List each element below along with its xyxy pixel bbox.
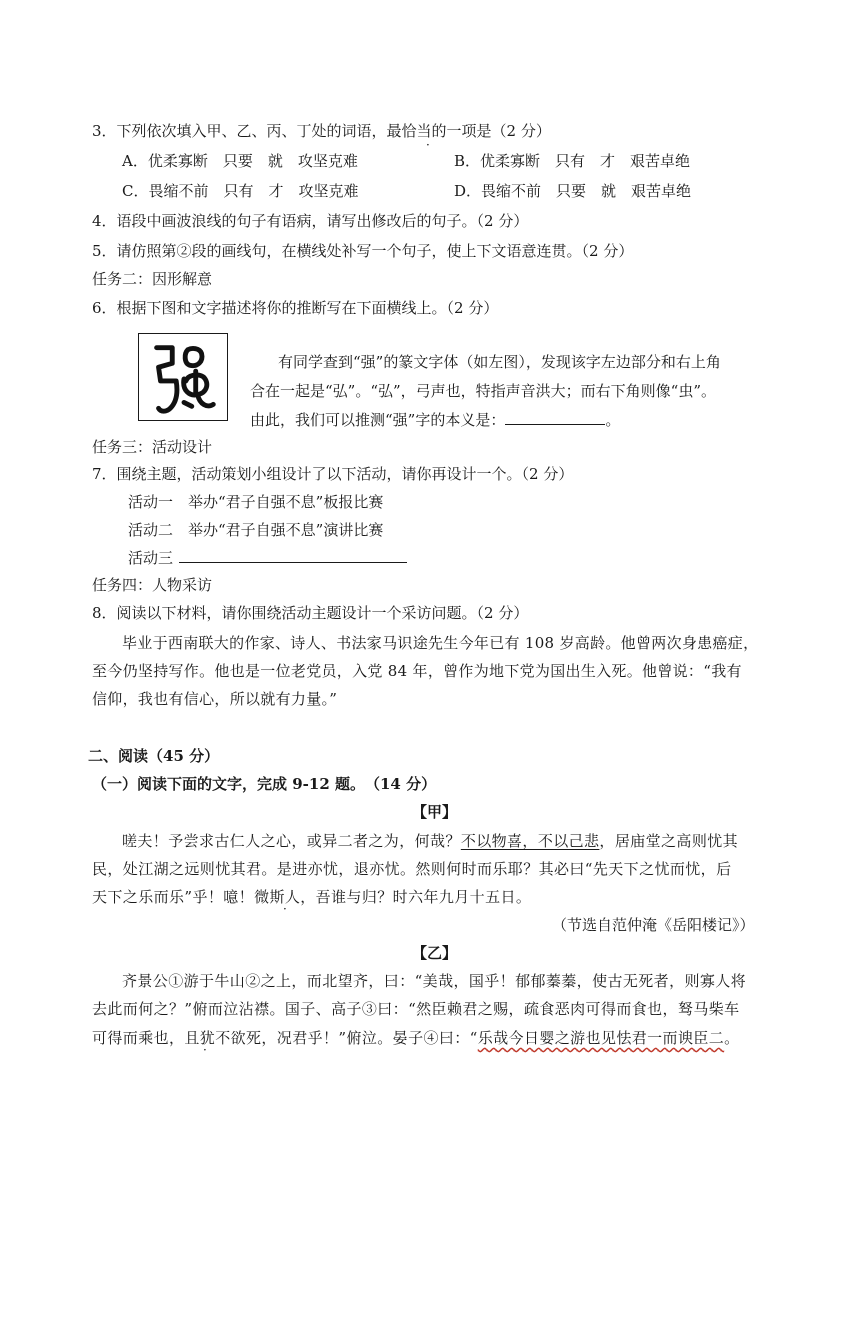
- yi-line3-b: 。: [724, 1029, 740, 1047]
- passage-yi-label: 【乙】: [412, 944, 458, 962]
- q6-description-line2: 合在一起是“弘”。“弘”，弓声也，特指声音洪大；而右下角则像“虫”。: [250, 382, 717, 400]
- passage-jia-line1: [122, 831, 738, 851]
- passage-jia-source: （节选自范仲淹《岳阳楼记》）: [552, 916, 755, 934]
- q6-prompt: 由此，我们可以推测“强”字的本义是：: [250, 411, 506, 429]
- yi-wavy-sentence: 乐哉今日婴之游也见怯君一而谀臣二: [477, 1029, 725, 1047]
- q7-stem: 7．围绕主题，活动策划小组设计了以下活动，请你再设计一个。（2 分）: [92, 465, 574, 483]
- seal-character-qiang: [139, 334, 227, 420]
- q6-period: 。: [605, 411, 621, 429]
- q6-description-line1: 有同学查到“强”的篆文字体（如左图），发现该字左边部分和右上角: [278, 353, 721, 371]
- passage-jia-line2: 民，处江湖之远则忧其君。是进亦忧，退亦忧。然则何时而乐耶？其必曰“先天下之忧而忧，后: [92, 860, 732, 878]
- jia-underlined-phrase: 不以物喜，不以己悲: [460, 832, 600, 850]
- task4-heading: 任务四：人物采访: [92, 576, 213, 594]
- q8-material-line2: 至今仍坚持写作。他也是一位老党员，入党 84 年，曾作为地下党为国出生入死。他曾说：“我有: [92, 662, 742, 680]
- q3-option-c: C．畏缩不前 只有 才 攻坚克难: [122, 182, 359, 200]
- passage-jia-label: 【甲】: [412, 803, 458, 821]
- seal-script-image: [138, 333, 228, 421]
- q6-description-line3: [250, 410, 620, 430]
- emphasis-dot: ·: [203, 1043, 207, 1057]
- activity-3-label: 活动三: [128, 549, 174, 567]
- passage-yi-line2: 去此而何之？”俯而泣沾襟。国子、高子③曰：“然臣赖君之赐，疏食恶肉可得而食也，驽马柴车: [92, 1000, 740, 1018]
- section2-heading: 二、阅读（45 分）: [88, 747, 220, 765]
- jia-line1-a: 嗟夫！予尝求古仁人之心，或异二者之为，何哉？: [122, 832, 461, 850]
- task2-heading: 任务二：因形解意: [92, 270, 213, 288]
- q3-option-d: D．畏缩不前 只要 就 艰苦卓绝: [454, 182, 692, 200]
- passage-yi-line1: 齐景公①游于牛山②之上，而北望齐，曰：“美哉，国乎！郁郁蓁蓁，使古无死者，则寡人将: [122, 972, 747, 990]
- section2-subheading: （一）阅读下面的文字，完成 9-12 题。 （14 分）: [92, 775, 437, 793]
- q3-option-a: A．优柔寡断 只要 就 攻坚克难: [122, 152, 358, 170]
- q6-answer-blank[interactable]: [505, 410, 605, 425]
- emphasis-dot: ·: [283, 902, 287, 916]
- yi-line3-a: 可得而乘也，且犹不欲死，况君乎！”俯泣。晏子④曰：“: [92, 1029, 478, 1047]
- q6-stem: 6．根据下图和文字描述将你的推断写在下面横线上。（2 分）: [92, 299, 499, 317]
- q8-material-line3: 信仰，我也有信心，所以就有力量。”: [92, 690, 338, 708]
- q8-stem: 8．阅读以下材料，请你围绕活动主题设计一个采访问题。（2 分）: [92, 604, 529, 622]
- jia-line1-b: ，居庙堂之高则忧其: [599, 832, 739, 850]
- q3-option-b: B．优柔寡断 只有 才 艰苦卓绝: [454, 152, 691, 170]
- passage-jia-line3: 天下之乐而乐”乎！噫！微斯人，吾谁与归？时六年九月十五日。: [92, 888, 532, 906]
- q4-stem: 4．语段中画波浪线的句子有语病，请写出修改后的句子。（2 分）: [92, 212, 529, 230]
- activity-2: 活动二 举办“君子自强不息”演讲比赛: [128, 521, 384, 539]
- q3-stem: 3．下列依次填入甲、乙、丙、丁处的词语，最恰当的一项是（2 分）: [92, 122, 551, 140]
- passage-yi-line3: [92, 1028, 740, 1048]
- activity-1: 活动一 举办“君子自强不息”板报比赛: [128, 493, 384, 511]
- q5-stem: 5．请仿照第②段的画线句，在横线处补写一个句子，使上下文语意连贯。（2 分）: [92, 242, 634, 260]
- q8-material-line1: 毕业于西南联大的作家、诗人、书法家马识途先生今年已有 108 岁高龄。他曾两次身患癌症，: [122, 634, 759, 652]
- activity-3-row: [128, 548, 407, 568]
- emphasis-dot: ·: [426, 138, 430, 152]
- task3-heading: 任务三：活动设计: [92, 438, 213, 456]
- activity-3-blank[interactable]: [179, 548, 407, 563]
